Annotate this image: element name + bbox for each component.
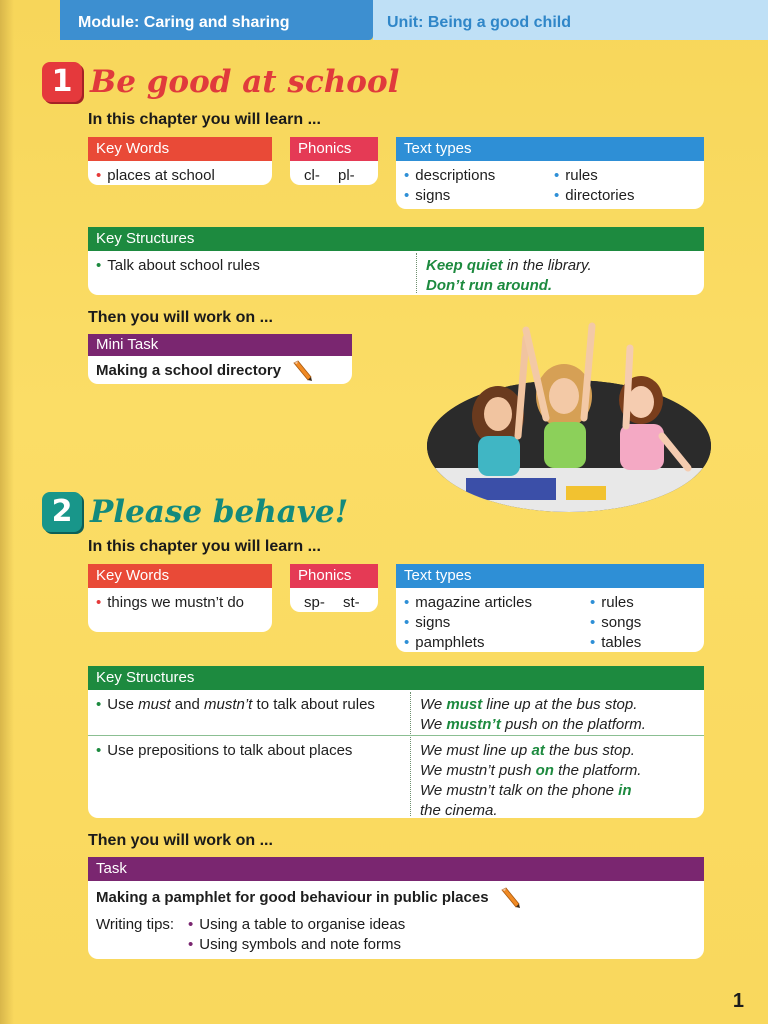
text-type-item: • rules	[590, 593, 641, 613]
key-structure-item: • Talk about school rules	[96, 256, 260, 276]
example-highlight: on	[535, 762, 554, 779]
key-structure-examples: We must line up at the bus stop. We mustn’t push on the platform. We mustn’t talk on the phone in the cinema.	[420, 742, 642, 819]
example-highlight: must	[446, 696, 483, 713]
chapter-2-key-words-box	[88, 564, 272, 632]
task-text: Making a pamphlet for good behaviour in public places	[96, 888, 489, 906]
column-divider	[410, 692, 411, 816]
writing-tips	[96, 915, 174, 935]
text-types-header: Text types	[396, 137, 704, 161]
phonics-header: Phonics	[290, 564, 378, 588]
text-type-item: • signs	[404, 186, 495, 206]
example-text: Don’t run around.	[426, 277, 553, 294]
key-structure-item: • Use must and mustn’t to talk about rules	[96, 695, 380, 715]
text-type-item: • rules	[554, 166, 634, 186]
key-structures-header: Key Structures	[88, 666, 704, 690]
key-structure-examples	[426, 256, 592, 296]
example-highlight: at	[531, 742, 545, 759]
text-type-item: • tables	[590, 633, 641, 653]
chapter-2-text-types-box	[396, 564, 704, 652]
pencil-icon	[499, 887, 521, 909]
chapter-2-title: Please behave!	[90, 494, 349, 530]
children-classroom-photo	[426, 318, 712, 526]
writing-tip-item: • Using a table to organise ideas	[188, 915, 405, 935]
text-types-header: Text types	[396, 564, 704, 588]
key-words-header: Key Words	[88, 564, 272, 588]
text-type-item: • signs	[404, 613, 532, 633]
example-text: in the library.	[502, 257, 592, 274]
text-type-item: • pamphlets	[404, 633, 532, 653]
key-word-item: • places at school	[96, 166, 264, 186]
module-tab	[60, 0, 373, 40]
key-word-item: • things we mustn’t do	[96, 593, 252, 613]
writing-tip-item: • Using symbols and note forms	[188, 935, 405, 955]
text-type-item: • descriptions	[404, 166, 495, 186]
key-structure-item: • Use prepositions to talk about places	[96, 741, 380, 761]
phonics-item: sp-	[304, 594, 325, 611]
phonics-item: pl-	[338, 167, 355, 184]
chapter-1-text-types-box	[396, 137, 704, 209]
key-structure-examples: We must line up at the bus stop. We mustn’t push on the platform.	[420, 696, 646, 733]
pencil-icon	[291, 360, 313, 382]
key-structures-header: Key Structures	[88, 227, 704, 251]
mini-task-text: Making a school directory	[96, 361, 282, 379]
writing-tips-label: Writing tips:	[96, 916, 175, 933]
chapter-1-learn-heading: In this chapter you will learn ...	[88, 111, 321, 128]
header-bar	[0, 0, 768, 40]
unit-label: Unit: Being a good child	[387, 14, 571, 31]
chapter-2-phonics-box	[290, 564, 378, 612]
text-type-item: • songs	[590, 613, 641, 633]
chapter-1-work-on-heading: Then you will work on ...	[88, 309, 273, 326]
mini-task-box	[88, 334, 352, 384]
example-highlight: mustn’t	[446, 716, 501, 733]
key-words-header: Key Words	[88, 137, 272, 161]
chapter-1-key-structures-box	[88, 227, 704, 295]
mini-task-header: Mini Task	[88, 334, 352, 356]
page-gutter-shadow	[0, 0, 14, 1024]
chapter-2-work-on-heading: Then you will work on ...	[88, 832, 273, 849]
chapter-1-phonics-box	[290, 137, 378, 185]
module-label: Module: Caring and sharing	[78, 14, 290, 31]
task-header: Task	[88, 857, 704, 881]
phonics-header: Phonics	[290, 137, 378, 161]
example-highlight: in	[618, 782, 632, 799]
unit-tab	[373, 0, 768, 40]
chapter-1-key-words-box	[88, 137, 272, 185]
text-type-item: • directories	[554, 186, 634, 206]
writing-tips-list	[188, 915, 405, 955]
chapter-1-title: Be good at school	[90, 64, 400, 100]
chapter-2-key-structures-box	[88, 666, 704, 818]
phonics-item: st-	[343, 594, 360, 611]
phonics-item: cl-	[304, 167, 320, 184]
column-divider	[416, 253, 417, 293]
example-highlight: Keep quiet	[426, 257, 503, 274]
chapter-1-number-badge: 1	[42, 62, 82, 102]
chapter-2-learn-heading: In this chapter you will learn ...	[88, 538, 321, 555]
task-box	[88, 857, 704, 959]
page-number: 1	[732, 990, 744, 1012]
text-type-item: • magazine articles	[404, 593, 532, 613]
chapter-2-number-badge: 2	[42, 492, 82, 532]
